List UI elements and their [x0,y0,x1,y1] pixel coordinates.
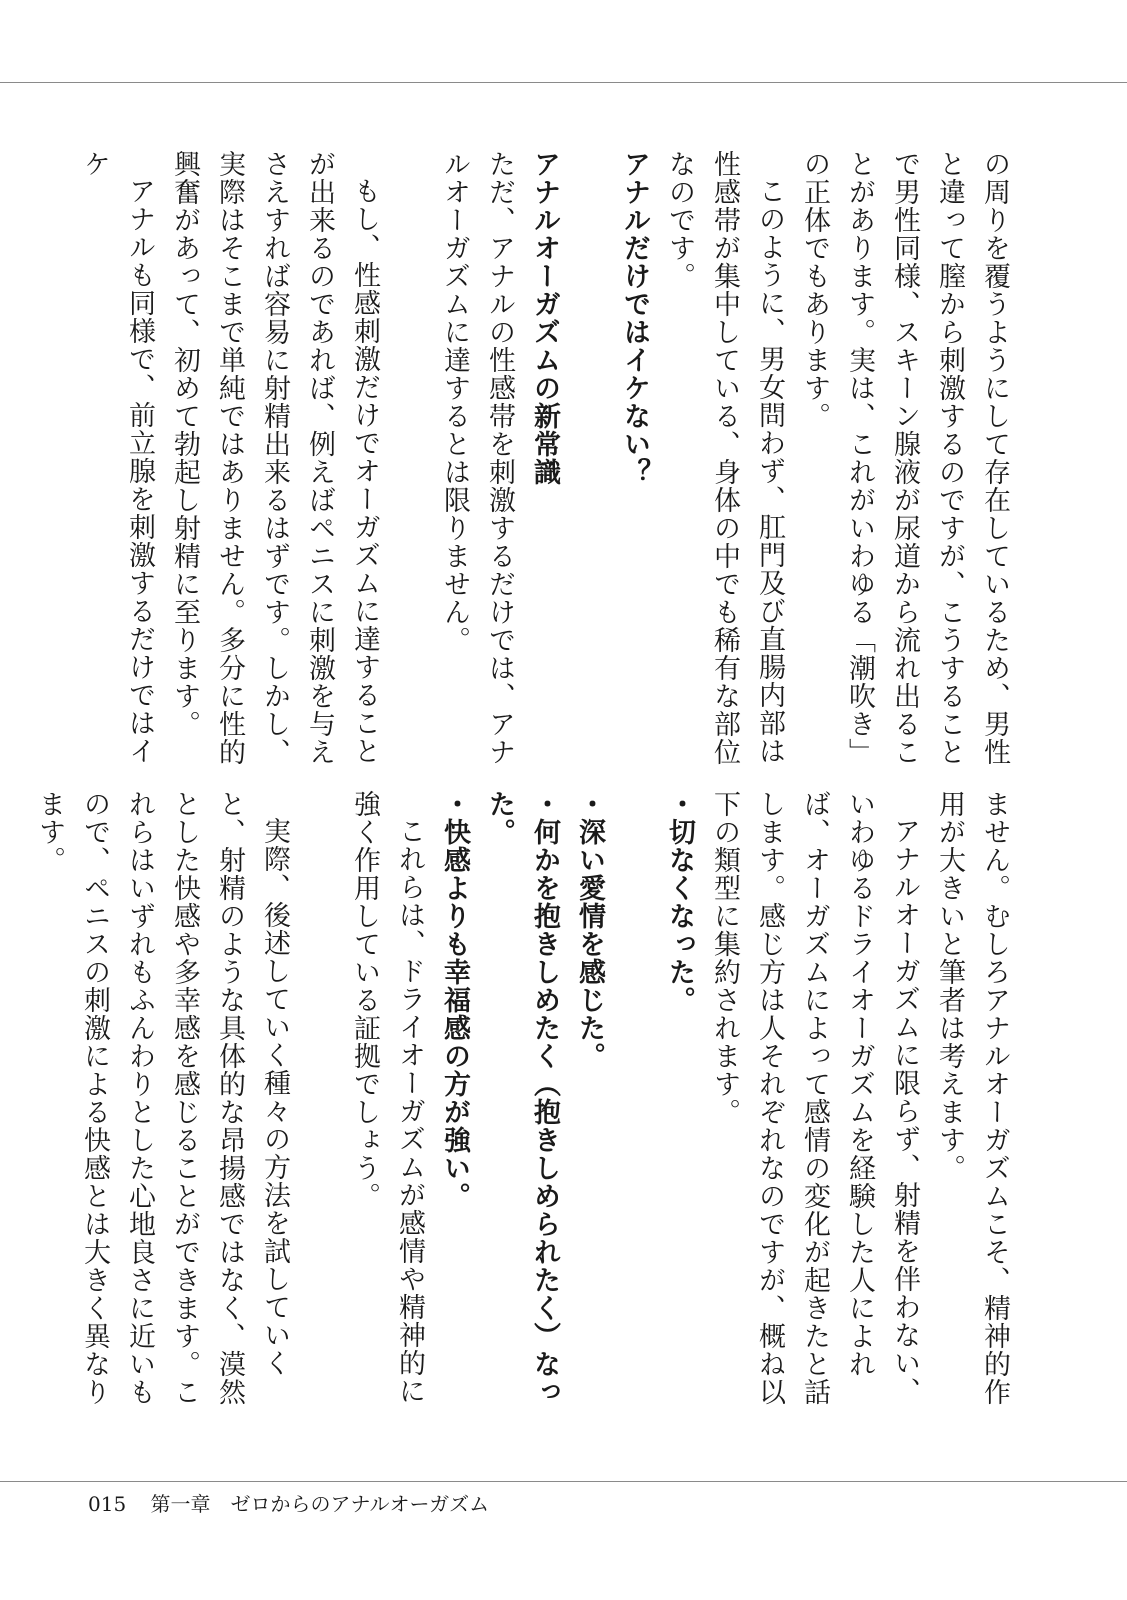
page-footer [88,1488,489,1517]
bullet-item: ・深い愛情を感じた。 [574,790,605,1070]
paragraph: これらは、ドライオーガズムが感情や精神的に強く作用している証拠でしょう。 [349,790,425,1405]
bullet-item: ・快感よりも幸福感の方が強い。 [439,790,470,1210]
paragraph: アナルも同様で、前立腺を刺激するだけではイケ [79,150,155,765]
bullet-item: ・何かを抱きしめたく（抱きしめられたく）なった。 [484,790,560,1406]
bottom-rule [0,1481,1127,1482]
section-heading-line1: アナルだけではイケない？ [619,150,650,486]
section-heading-line2: アナルオーガズムの新常識 [529,150,560,486]
paragraph: もし、性感刺激だけでオーガズムに達することが出来るのであれば、例えばペニスに刺激を与えさえすれば容易に射精出来るはずです。しかし、実際はそこまで単純ではありません。多分に性的興奮があって、初めて勃起し射精に至ります。 [169,150,380,766]
bullet-item: ・切なくなった。 [664,790,695,1014]
paragraph: ただ、アナルの性感帯を刺激するだけでは、アナルオーガズムに達するとは限りません。 [439,150,515,766]
lower-text-block [34,790,1017,1430]
page-number: 015 [88,1492,127,1516]
paragraph: アナルオーガズムに限らず、射精を伴わない、いわゆるドライオーガズムを経験した人によれば、オーガズムによって感情の変化が起きたと話します。感じ方は人それぞれなのですが、概ね以下の類型に集約されます。 [709,790,920,1406]
top-rule [0,82,1127,83]
upper-text-block [67,150,1017,770]
paragraph: このように、男女問わず、肛門及び直腸内部は性感帯が集中している、身体の中でも稀有な部位なのです。 [664,150,785,766]
paragraph: の周りを覆うようにして存在しているため、男性と違って膣から刺激するのですが、こうすることで男性同様、スキーン腺液が尿道から流れ出ることがあります。実は、これがいわゆる「潮吹き」の正体でもあります。 [799,150,1010,766]
paragraph: ません。むしろアナルオーガズムこそ、精神的作用が大きいと筆者は考えます。 [934,790,1010,1406]
paragraph: 実際、後述していく種々の方法を試していくと、射精のような具体的な昂揚感ではなく、漠然とした快感や多幸感を感じることができます。これらはいずれもふんわりとした心地良さに近いもので、ペニスの刺激による快感とは大きく異なります。 [34,790,290,1406]
chapter-title: 第一章 ゼロからのアナルオーガズム [150,1492,490,1516]
